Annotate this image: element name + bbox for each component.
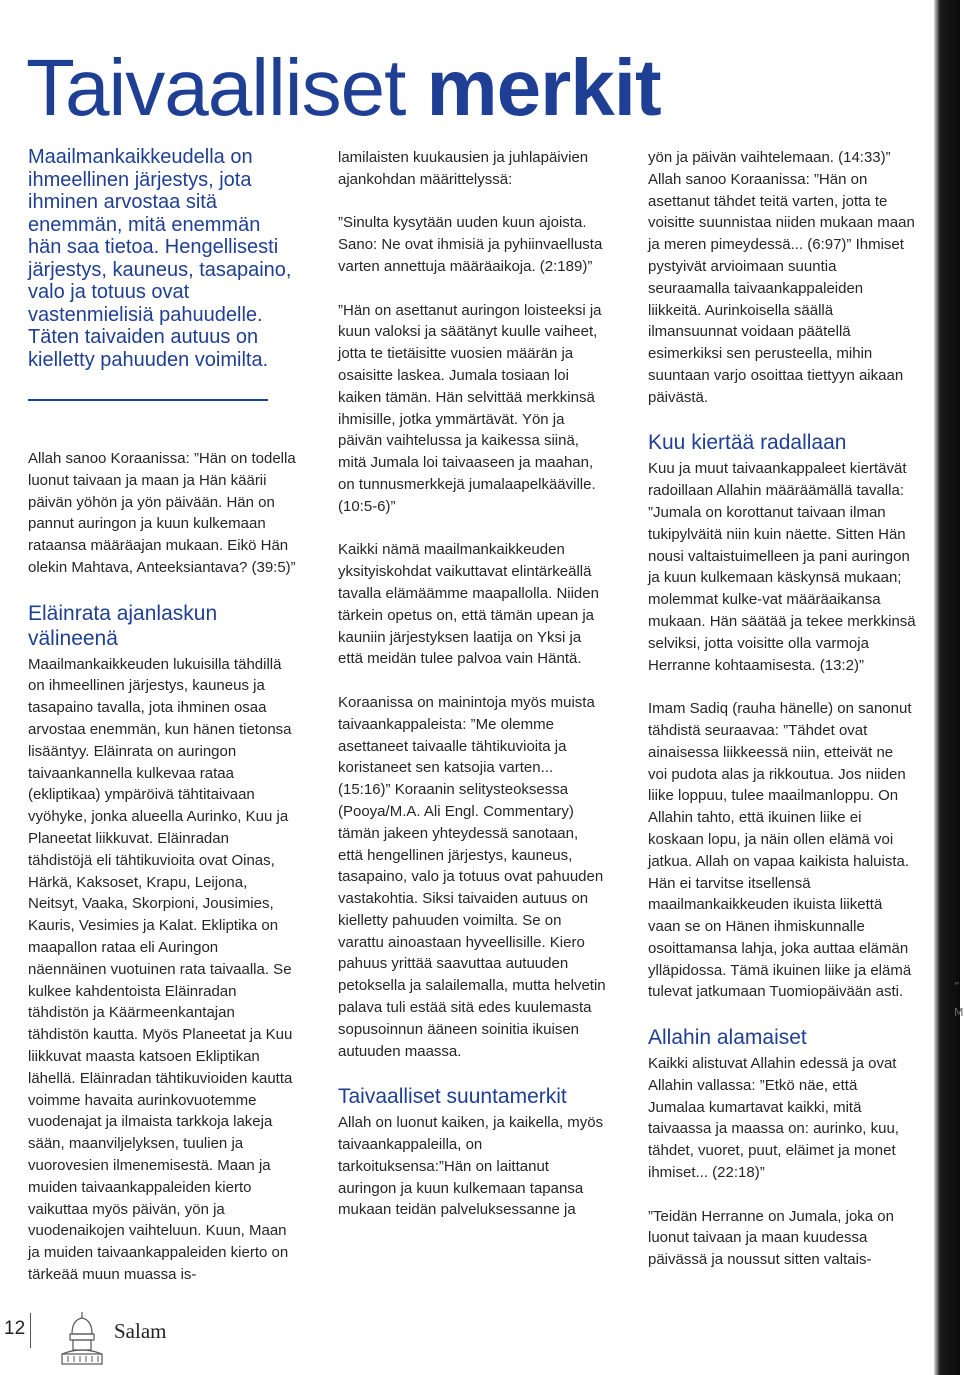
col3-paragraph-3: Imam Sadiq (rauha hänelle) on sanonut tähdistä seuraavaa: ”Tähdet ovat ainaisessa liikkeessä niin, etteivät ne voi pudota alas ja rikkoutua. Jos niiden liike loppuu, tulee maailmanloppu. On Allahin tahto, että ikuinen liike ei koskaan lopu, ja näin ollen elämä voi jatkua. Allah on vapaa kaikista haluista. Hän ei tarvitse itsellensä maailmankaikkeuden ikuista liikettä vaan se on Hänen ihmiskunnalle osoittamansa lahja, joka auttaa elämän ylläpidossa. Tämä ikuinen liike ja elämä tulevat jatkumaan Tuomiopäivään asti. xyxy=(648,700,912,1001)
col3-paragraph-5: ”Teidän Herranne on Jumala, joka on luonut taivaan ja maan kuudessa päivässä ja noussut sitten valtais- xyxy=(648,1207,894,1269)
zodiac-body: Maailmankaikkeuden lukuisilla tähdillä on ihmeellinen järjestys, kauneus ja tasapaino tavalla, jota ihminen osaa arvostaa enemmän, kun hänen tietonsa lisääntyy. Eläinrata on auringon taivaankannella kulkevaa rataa (ekliptikaa) ympäröivä tähtitaivaan vyöhyke, jonka alueella Aurinko, Kuu ja Planeetat liikkuvat. Eläinradan tähdistöjä eli tähtikuvioita ovat Oinas, Härkä, Kaksoset, Krapu, Leijona, Neitsyt, Vaaka, Skorpioni, Jousimies, Kauris, Vesimies ja Kalat. Ekliptika on maapallon rataa eli Auringon näennäinen vuotuinen rata taivaalla. Se kulkee kahdentoista Eläinradan tähdistön ja Käärmeenkantajan tähdistön kautta. Myös Planeetat ja Kuu liikkuvat maasta katsoen Ekliptikan lähellä. Eläinradan tähtikuvioiden kautta voimme havaita aurinkovuotemme vuodenajat ja ilmaista tarkkoja lakeja sään, maanviljelyksen, tuulien ja vuorovesien ilmenemisestä. Maan ja muiden taivaankappaleiden kierto vaikuttaa myös päivän, yön ja vuodenaikojen vaihteluun. Kuun, Maan ja muiden taivaankappaleiden kierto on tärkeää muun muassa is- xyxy=(28,655,293,1283)
col2-paragraph-6: Allah on luonut kaiken, ja kaikella, myös taivaankappaleilla, on tarkoituksensa:”Hän on laittanut auringon ja kuun kulkemaan tapansa mukaan teidän palveluksessanne ja xyxy=(338,1114,604,1219)
col2-quote-2-189: ”Sinulta kysytään uuden kuun ajoista. Sano: Ne ovat ihmisiä ja pyhiinvaellusta varten annettuja määräaikoja. (2:189)” xyxy=(338,214,603,275)
col2-paragraph-4: Kaikki nämä maailmankaikkeuden yksityiskohdat vaikuttavat elintärkeällä tavalla elämäämme maapallolla. Niiden tärkein opetus on, että tämän upean ja kauniin järjestyksen laatija on Yksi ja että meidän tulee palvoa vain Häntä. xyxy=(338,541,599,668)
heading-servants: Allahin alamaiset xyxy=(648,1026,807,1050)
column-3 xyxy=(648,147,916,1271)
col3-paragraph-1: yön ja päivän vaihtelemaan. (14:33)” Allah sanoo Koraanissa: ”Hän on asettanut tähdet teitä varten, jotta te voisitte suunnistaa niiden mukaan maan ja meren pimeydessä... (6:97)” Ihmiset pystyivät arvioimaan suuntia seuraamalla taivaankappaleiden liikkeitä. Aurinkoisella säällä ilmansuunnat voidaan päätellä esimerkiksi sen perusteella, mihin suuntaan varjo osoittaa tiettyyn aikaan päivästä. xyxy=(648,149,915,406)
heading-zodiac: Eläinrata ajanlaskun välineenä xyxy=(28,601,218,650)
page-number: 12 xyxy=(4,1318,26,1339)
page-title xyxy=(26,40,661,136)
salam-logo-icon xyxy=(58,1310,106,1366)
magazine-name: Salam xyxy=(114,1319,167,1343)
intro-text: Maailmankaikkeudella on ihmeellinen järjestys, jota ihminen arvostaa sitä enemmän, mitä enemmän hän saa tietoa. Hengellisesti järjestys, kauneus, tasapaino, valo ja totuus ovat vastenmielisiä pahuudelle. Täten taivaiden autuus on kielletty pahuuden voimilta. xyxy=(28,146,292,371)
col3-paragraph-2: Kuu ja muut taivaankappaleet kiertävät radoillaan Allahin määräämällä tavalla: ”Jumala on korottanut taivaan ilman tukipylväitä niin kuin näette. Sitten Hän nousi valtaistuimelleen ja pani auringon ja kuun kulkemaan käskynsä mukaan; molemmat kulke-vat määräaikansa mukaan. Hän säätää ja tekee merkkinsä selviksi, jotta voisitte olla varmoja Herranne kohtaamisesta. (13:2)” xyxy=(648,460,916,674)
title-bold: merkit xyxy=(426,43,661,132)
col2-paragraph-1: lamilaisten kuukausien ja juhlapäivien ajankohdan määrittelyssä: xyxy=(338,149,589,188)
col3-paragraph-4: Kaikki alistuvat Allahin edessä ja ovat Allahin vallassa: ”Etkö näe, että Jumalaa kumartavat kaikki, mitä taivaassa ja maassa on: aurinko, kuu, tähdet, vuoret, puut, eläimet ja monet ihmiset... (22:18)” xyxy=(648,1055,899,1182)
title-light: Taivaalliset xyxy=(26,43,406,132)
footer-divider xyxy=(30,1313,31,1348)
edge-letter: M xyxy=(954,1006,964,1019)
quote-39-5: Allah sanoo Koraanissa: ”Hän on todella luonut taivaan ja maan ja Hän käärii päivän yöhön ja yön päivään. Hän on pannut auringon ja kuun kulkemaan rataansa määräajan mukaan. Eikö Hän olekin Mahtava, Anteeksiantava? (39:5)” xyxy=(28,450,296,576)
edge-quote-mark: ” xyxy=(954,980,960,993)
col2-paragraph-5: Koraanissa on mainintoja myös muista taivaankappaleista: ”Me olemme asettaneet taivaalle tähtikuvioita ja koristaneet sen katsojia varten... (15:16)” Koraanin selitysteoksessa (Pooya/M.A. Ali Engl. Commentary) tämän jakeen yhteydessä sanotaan, että hengellinen järjestys, kauneus, tasapaino, valo ja totuus ovat pahuuden vastakohtia. Siksi taivaiden autuus on kielletty pahuuden voimilta. Se on varattu ainoastaan hyveellisille. Kiero pahuus yrittää saavuttaa autuuden petoksella ja salailemalla, mutta helvetin palava tuli estää sitä edes kuulemasta sopusoinnun ääneen soinitia ikuisen autuuden maassa. xyxy=(338,693,606,1060)
column-1 xyxy=(28,146,296,1286)
col2-quote-10-5: ”Hän on asettanut auringon loisteeksi ja kuun valoksi ja säätänyt kuulle vaiheet, jotta te tietäisitte vuosien määrän ja osaisitte laskea. Jumala tosiaan loi kaiken tämän. Hän selvittää merkkinsä ihmisille, jotka ymmärtävät. Yön ja päivän vaihtelussa ja kaikessa siinä, mitä Jumala loi taivaaseen ja maahan, on tunnusmerkkejä jumalaapelkääville. (10:5-6)” xyxy=(338,301,602,515)
page-edge-strip xyxy=(934,0,960,1375)
heading-directions: Taivaalliset suuntamerkit xyxy=(338,1085,567,1109)
intro-divider xyxy=(28,399,268,401)
column-2 xyxy=(338,147,606,1221)
heading-moon-orbit: Kuu kiertää radallaan xyxy=(648,431,847,455)
